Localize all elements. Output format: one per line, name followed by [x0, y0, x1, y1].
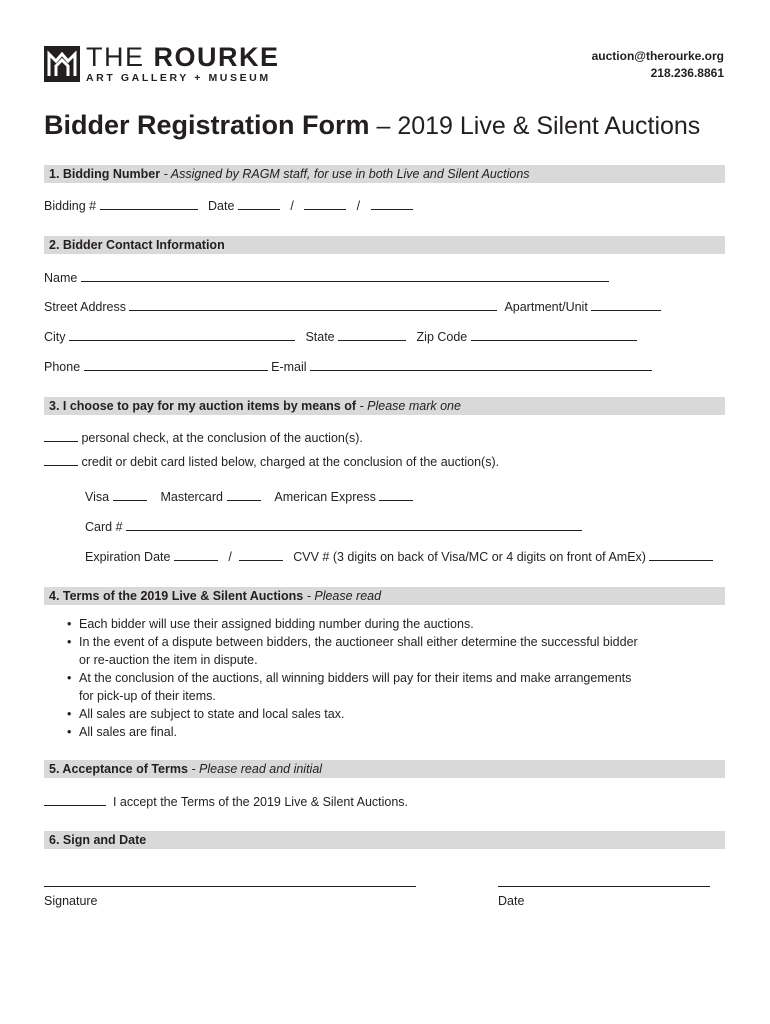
contact-phone: 218.236.8861	[650, 66, 724, 80]
street-label: Street Address	[44, 300, 126, 314]
section-5-header	[44, 760, 725, 778]
date-slash: /	[356, 199, 361, 213]
section-note: - Please mark one	[356, 399, 461, 413]
term-item: • At the conclusion of the auctions, all winning bidders will pay for their items and make arrangements	[66, 669, 638, 687]
city-row	[44, 329, 637, 345]
sign-date-label: Date	[498, 894, 525, 908]
page-title	[44, 108, 700, 143]
zip-label: Zip Code	[416, 330, 468, 344]
date-day-field[interactable]	[304, 198, 346, 210]
term-item: • Each bidder will use their assigned bidding number during the auctions.	[66, 615, 638, 633]
card-option-label: credit or debit card listed below, charged at the conclusion of the auction(s).	[81, 455, 500, 469]
initials-field[interactable]	[44, 794, 106, 806]
acceptance-row	[44, 794, 408, 810]
section-label: 2. Bidder Contact Information	[49, 238, 225, 252]
apt-label: Apartment/Unit	[504, 300, 588, 314]
rourke-logo-icon	[44, 46, 80, 82]
cvv-label: CVV # (3 digits on back of Visa/MC or 4 digits on front of AmEx)	[293, 550, 646, 564]
term-item-continuation-text: or re-auction the item in dispute.	[79, 653, 258, 667]
email-label: E-mail	[271, 360, 307, 374]
section-3-header	[44, 397, 725, 415]
name-label: Name	[44, 271, 78, 285]
bidding-number-label: Bidding #	[44, 199, 97, 213]
title-main: Bidder Registration Form	[44, 110, 370, 140]
terms-list	[66, 615, 638, 741]
brand-the: THE	[86, 42, 145, 72]
zip-field[interactable]	[471, 329, 637, 341]
term-item: • All sales are final.	[66, 723, 638, 741]
apt-field[interactable]	[591, 299, 661, 311]
bidding-number-field[interactable]	[100, 198, 198, 210]
state-field[interactable]	[338, 329, 406, 341]
contact-email[interactable]: auction@therourke.org	[591, 49, 724, 63]
street-row	[44, 299, 661, 315]
acceptance-label: I accept the Terms of the 2019 Live & Silent Auctions.	[112, 795, 409, 809]
title-dash: –	[369, 112, 398, 140]
card-option-row	[44, 454, 499, 470]
mastercard-label: Mastercard	[160, 490, 224, 504]
section-4-header	[44, 587, 725, 605]
visa-label: Visa	[85, 490, 110, 504]
check-option-field[interactable]	[44, 430, 78, 442]
term-item: • In the event of a dispute between bidders, the auctioneer shall either determine the successful bidder	[66, 633, 638, 651]
section-6-header	[44, 831, 725, 849]
card-option-field[interactable]	[44, 454, 78, 466]
exp-month-field[interactable]	[174, 549, 218, 561]
section-2-header	[44, 236, 725, 254]
term-item-continuation-text: for pick-up of their items.	[79, 689, 216, 703]
bidding-row	[44, 198, 413, 214]
amex-field[interactable]	[379, 489, 413, 501]
card-number-label: Card #	[85, 520, 123, 534]
name-field[interactable]	[81, 270, 609, 282]
section-label: 4. Terms of the 2019 Live & Silent Auctions	[49, 589, 304, 603]
expiration-label: Expiration Date	[85, 550, 171, 564]
title-sub: 2019 Live & Silent Auctions	[397, 112, 701, 140]
section-note: - Please read	[303, 589, 382, 603]
date-year-field[interactable]	[371, 198, 413, 210]
amex-label: American Express	[274, 490, 376, 504]
phone-label: Phone	[44, 360, 81, 374]
cvv-field[interactable]	[649, 549, 713, 561]
visa-field[interactable]	[113, 489, 147, 501]
contact-info	[592, 48, 724, 82]
state-label: State	[305, 330, 335, 344]
expiration-row	[85, 549, 713, 565]
date-month-field[interactable]	[238, 198, 280, 210]
brand-title	[86, 42, 280, 72]
check-option-row	[44, 430, 363, 446]
brand-name: ROURKE	[153, 42, 280, 72]
section-note: - Assigned by RAGM staff, for use in both Live and Silent Auctions	[160, 167, 530, 181]
signature-label: Signature	[44, 894, 98, 908]
term-item: • All sales are subject to state and local sales tax.	[66, 705, 638, 723]
term-item-continuation	[66, 651, 638, 669]
date-label: Date	[208, 199, 235, 213]
mastercard-field[interactable]	[227, 489, 261, 501]
section-label: 3. I choose to pay for my auction items by means of	[49, 399, 357, 413]
card-type-row	[85, 489, 413, 505]
brand-subtitle: ART GALLERY + MUSEUM	[86, 72, 271, 84]
signature-field[interactable]	[44, 886, 416, 887]
section-label: 5. Acceptance of Terms	[49, 762, 188, 776]
city-label: City	[44, 330, 66, 344]
exp-year-field[interactable]	[239, 549, 283, 561]
street-field[interactable]	[129, 299, 497, 311]
email-field[interactable]	[310, 359, 652, 371]
section-label: 6. Sign and Date	[49, 833, 147, 847]
phone-field[interactable]	[84, 359, 268, 371]
check-option-label: personal check, at the conclusion of the auction(s).	[81, 431, 363, 445]
section-note: - Please read and initial	[187, 762, 323, 776]
card-number-row	[85, 519, 582, 535]
term-item-continuation	[66, 687, 638, 705]
section-1-header	[44, 165, 725, 183]
name-row	[44, 270, 609, 286]
phone-row	[44, 359, 652, 375]
card-number-field[interactable]	[126, 519, 582, 531]
date-slash: /	[290, 199, 294, 213]
exp-slash: /	[228, 550, 232, 564]
city-field[interactable]	[69, 329, 295, 341]
sign-date-field[interactable]	[498, 886, 710, 887]
section-label: 1. Bidding Number	[49, 167, 161, 181]
